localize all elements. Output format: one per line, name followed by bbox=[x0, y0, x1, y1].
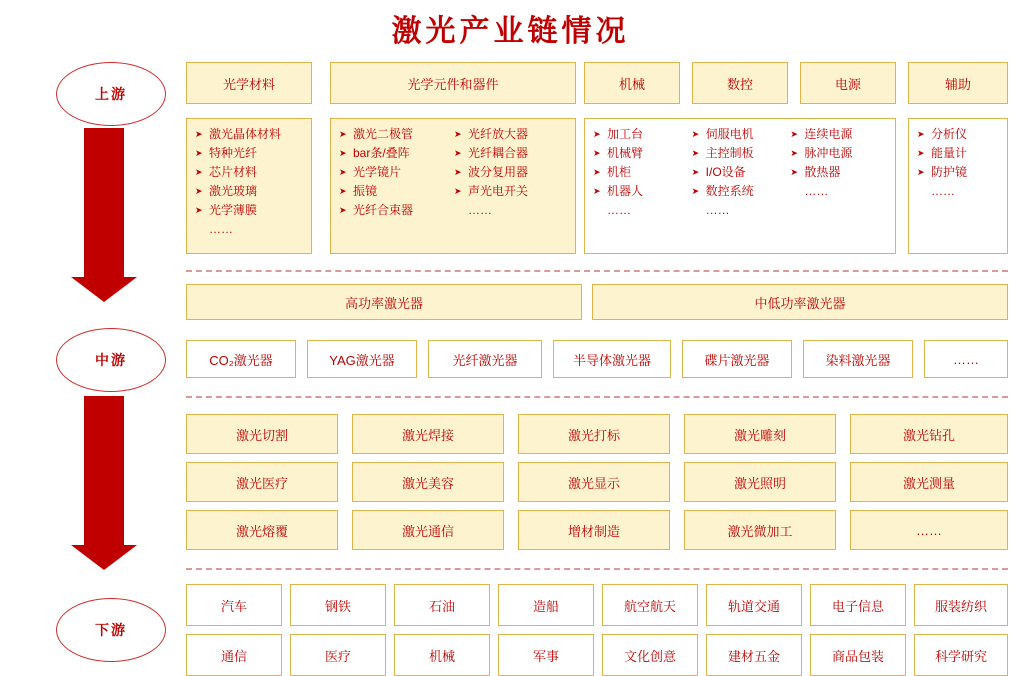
list-item: …… bbox=[931, 184, 955, 198]
application-additive-manufacturing[interactable]: 增材制造 bbox=[518, 510, 670, 550]
stage-label-upstream: 上游 bbox=[56, 62, 166, 126]
downstream-automobile[interactable]: 汽车 bbox=[186, 584, 282, 626]
upstream-header-cnc[interactable]: 数控 bbox=[692, 62, 788, 104]
application-laser-marking[interactable]: 激光打标 bbox=[518, 414, 670, 454]
list-item: ➤ 激光二极管 bbox=[339, 127, 454, 141]
downstream-communication[interactable]: 通信 bbox=[186, 634, 282, 676]
downstream-shipbuilding[interactable]: 造船 bbox=[498, 584, 594, 626]
application-laser-display[interactable]: 激光显示 bbox=[518, 462, 670, 502]
downstream-scientific-research[interactable]: 科学研究 bbox=[914, 634, 1008, 676]
list-item: …… bbox=[607, 203, 631, 217]
list-item: ➤ I/O设备 bbox=[692, 165, 791, 179]
list-column bbox=[195, 127, 305, 249]
midstream-type-disk[interactable]: 碟片激光器 bbox=[682, 340, 792, 378]
list-column bbox=[339, 127, 454, 249]
application-laser-cosmetology[interactable]: 激光美容 bbox=[352, 462, 504, 502]
page-title: 激光产业链情况 bbox=[391, 15, 630, 48]
upstream-header-optical-components[interactable]: 光学元件和器件 bbox=[330, 62, 576, 104]
list-column bbox=[593, 127, 692, 249]
upstream-header-mechanical[interactable]: 机械 bbox=[584, 62, 680, 104]
midstream-type-co2[interactable]: CO₂激光器 bbox=[186, 340, 296, 378]
midstream-type-more[interactable]: …… bbox=[924, 340, 1008, 378]
application-laser-communication[interactable]: 激光通信 bbox=[352, 510, 504, 550]
list-item: ➤ 光纤合束器 bbox=[339, 203, 454, 217]
section-divider-2 bbox=[186, 396, 1008, 398]
upstream-list-optical-materials bbox=[186, 118, 312, 254]
list-item: ➤ 波分复用器 bbox=[454, 165, 569, 179]
list-column bbox=[454, 127, 569, 249]
downstream-military[interactable]: 军事 bbox=[498, 634, 594, 676]
list-item: …… bbox=[468, 203, 492, 217]
list-item: ➤ 芯片材料 bbox=[195, 165, 305, 179]
downstream-steel[interactable]: 钢铁 bbox=[290, 584, 386, 626]
upstream-list-auxiliary bbox=[908, 118, 1008, 254]
downstream-cultural-creative[interactable]: 文化创意 bbox=[602, 634, 698, 676]
list-item: ➤ 机器人 bbox=[593, 184, 692, 198]
application-laser-cutting[interactable]: 激光切割 bbox=[186, 414, 338, 454]
midstream-band-high-power[interactable]: 高功率激光器 bbox=[186, 284, 582, 320]
application-laser-cladding[interactable]: 激光熔覆 bbox=[186, 510, 338, 550]
upstream-header-power[interactable]: 电源 bbox=[800, 62, 896, 104]
flow-arrow-upstream-to-midstream bbox=[84, 128, 124, 278]
application-laser-micromachining[interactable]: 激光微加工 bbox=[684, 510, 836, 550]
downstream-electronics[interactable]: 电子信息 bbox=[810, 584, 906, 626]
downstream-machinery[interactable]: 机械 bbox=[394, 634, 490, 676]
list-item: ➤ 能量计 bbox=[917, 146, 1001, 160]
list-item: ➤ 机械臂 bbox=[593, 146, 692, 160]
stage-label-midstream: 中游 bbox=[56, 328, 166, 392]
application-laser-engraving[interactable]: 激光雕刻 bbox=[684, 414, 836, 454]
section-divider-3 bbox=[186, 568, 1008, 570]
list-item: ➤ 伺服电机 bbox=[692, 127, 791, 141]
list-item: ➤ 防护镜 bbox=[917, 165, 1001, 179]
list-item: …… bbox=[209, 222, 233, 236]
midstream-type-dye[interactable]: 染料激光器 bbox=[803, 340, 913, 378]
application-laser-medical[interactable]: 激光医疗 bbox=[186, 462, 338, 502]
upstream-header-optical-materials[interactable]: 光学材料 bbox=[186, 62, 312, 104]
list-item: …… bbox=[705, 203, 730, 217]
downstream-apparel-textile[interactable]: 服装纺织 bbox=[914, 584, 1008, 626]
list-item: ➤ 光纤放大器 bbox=[454, 127, 569, 141]
list-item: ➤ 声光电开关 bbox=[454, 184, 569, 198]
list-item: ➤ 激光晶体材料 bbox=[195, 127, 305, 141]
list-item: ➤ 加工台 bbox=[593, 127, 692, 141]
list-item: ➤ 分析仪 bbox=[917, 127, 1001, 141]
section-divider-1 bbox=[186, 270, 1008, 272]
downstream-packaging[interactable]: 商品包装 bbox=[810, 634, 906, 676]
downstream-building-hardware[interactable]: 建材五金 bbox=[706, 634, 802, 676]
application-laser-welding[interactable]: 激光焊接 bbox=[352, 414, 504, 454]
downstream-aerospace[interactable]: 航空航天 bbox=[602, 584, 698, 626]
downstream-medical[interactable]: 医疗 bbox=[290, 634, 386, 676]
upstream-list-mechanical-cnc-power bbox=[584, 118, 896, 254]
midstream-type-fiber[interactable]: 光纤激光器 bbox=[428, 340, 542, 378]
upstream-header-auxiliary[interactable]: 辅助 bbox=[908, 62, 1008, 104]
list-item: ➤ 脉冲电源 bbox=[790, 146, 889, 160]
list-column bbox=[692, 127, 791, 249]
list-column bbox=[917, 127, 1001, 249]
upstream-list-optical-components bbox=[330, 118, 576, 254]
application-more[interactable]: …… bbox=[850, 510, 1008, 550]
downstream-rail-transit[interactable]: 轨道交通 bbox=[706, 584, 802, 626]
list-item: ➤ 机柜 bbox=[593, 165, 692, 179]
list-item: ➤ 散热器 bbox=[790, 165, 889, 179]
midstream-type-yag[interactable]: YAG激光器 bbox=[307, 340, 417, 378]
list-item: ➤ bar条/叠阵 bbox=[339, 146, 454, 160]
downstream-petroleum[interactable]: 石油 bbox=[394, 584, 490, 626]
list-item: ➤ 光学镜片 bbox=[339, 165, 454, 179]
list-item: ➤ 连续电源 bbox=[790, 127, 889, 141]
list-item: ➤ 激光玻璃 bbox=[195, 184, 305, 198]
midstream-band-low-power[interactable]: 中低功率激光器 bbox=[592, 284, 1008, 320]
list-column bbox=[790, 127, 889, 249]
stage-label-downstream: 下游 bbox=[56, 598, 166, 662]
flow-arrow-midstream-to-downstream bbox=[84, 396, 124, 546]
list-item: ➤ 振镜 bbox=[339, 184, 454, 198]
application-laser-lighting[interactable]: 激光照明 bbox=[684, 462, 836, 502]
application-laser-drilling[interactable]: 激光钻孔 bbox=[850, 414, 1008, 454]
list-item: …… bbox=[804, 184, 829, 198]
list-item: ➤ 光学薄膜 bbox=[195, 203, 305, 217]
midstream-type-semiconductor[interactable]: 半导体激光器 bbox=[553, 340, 671, 378]
application-laser-measurement[interactable]: 激光测量 bbox=[850, 462, 1008, 502]
list-item: ➤ 特种光纤 bbox=[195, 146, 305, 160]
list-item: ➤ 光纤耦合器 bbox=[454, 146, 569, 160]
list-item: ➤ 数控系统 bbox=[692, 184, 791, 198]
list-item: ➤ 主控制板 bbox=[692, 146, 791, 160]
